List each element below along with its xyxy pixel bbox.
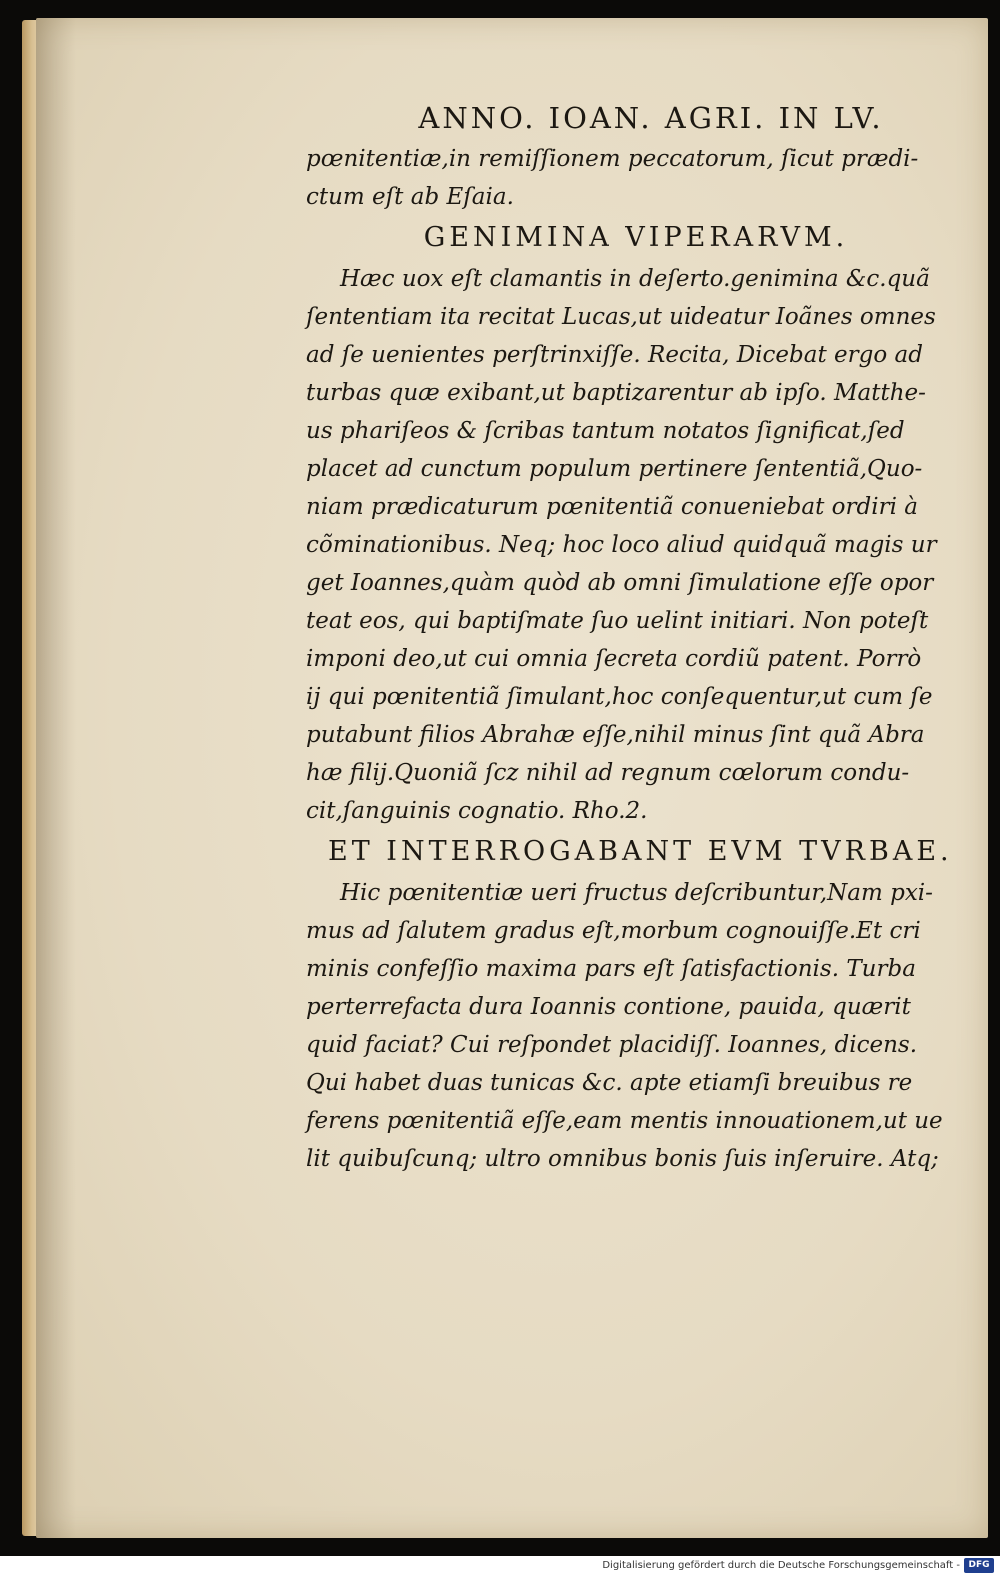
text-line: minis confeſſio maxima pars eſt ſatisfactionis. Turba xyxy=(306,956,916,982)
text-line: turbas quæ exibant,ut baptizarentur ab ipſo. Matthe- xyxy=(306,380,926,406)
dfg-logo: DFG xyxy=(964,1558,994,1573)
text-line: Hæc uox eſt clamantis in deſerto.genimina &c.quã xyxy=(340,266,930,292)
section-heading: GENIMINA VIPERARVM. xyxy=(423,222,849,253)
text-line: niam prædicaturum pœnitentiã conueniebat ordiri à xyxy=(306,494,918,520)
text-line: get Ioannes,quàm quòd ab omni ſimulatione eſſe opor xyxy=(306,570,934,596)
text-line: pœnitentiæ,in remiſſionem peccatorum, ſicut prædi- xyxy=(306,146,919,172)
text-line: lit quibuſcunq; ultro omnibus bonis ſuis inſeruire. Atq; xyxy=(306,1146,939,1172)
text-line: placet ad cunctum populum pertinere ſententiã,Quo- xyxy=(306,456,923,482)
gutter-shadow xyxy=(36,18,76,1538)
text-line: mus ad ſalutem gradus eſt,morbum cognouiſſe.Et cri xyxy=(306,918,921,944)
text-line: us phariſeos & ſcribas tantum notatos ſignificat,ſed xyxy=(306,418,905,444)
text-line: ij qui pœnitentiã ſimulant,hoc conſequentur,ut cum ſe xyxy=(306,684,933,710)
page-text xyxy=(306,96,966,1178)
text-line: ad ſe uenientes perſtrinxiſſe. Recita, Dicebat ergo ad xyxy=(306,342,923,368)
text-line: ctum eſt ab Eſaia. xyxy=(306,184,514,210)
text-line: quid faciat? Cui reſpondet placidiſſ. Ioannes, dicens. xyxy=(306,1032,918,1058)
text-line: ſententiam ita recitat Lucas,ut uideatur Ioãnes omnes xyxy=(306,304,936,330)
text-line: cit,ſanguinis cognatio. Rho.2. xyxy=(306,798,648,824)
section-heading: ET INTERROGABANT EVM TVRBAE. xyxy=(328,836,953,867)
running-head: ANNO. IOAN. AGRI. IN LV. xyxy=(418,101,884,135)
text-line: perterrefacta dura Ioannis contione, pauida, quærit xyxy=(306,994,911,1020)
digitization-footer xyxy=(0,1556,1000,1576)
text-line: imponi deo,ut cui omnia ſecreta cordiũ patent. Porrò xyxy=(306,646,922,672)
text-line: cõminationibus. Neq; hoc loco aliud quidquã magis ur xyxy=(306,532,937,558)
text-line: teat eos, qui baptiſmate ſuo uelint initiari. Non poteſt xyxy=(306,608,929,634)
text-line: Qui habet duas tunicas &c. apte etiamſi breuibus re xyxy=(306,1070,913,1096)
text-line: putabunt filios Abrahæ eſſe,nihil minus ſint quã Abra xyxy=(306,722,925,748)
text-line: ferens pœnitentiã eſſe,eam mentis innouationem,ut ue xyxy=(306,1108,943,1134)
text-line: Hic pœnitentiæ ueri fructus deſcribuntur,Nam pxi- xyxy=(340,880,933,906)
funding-credit: Digitalisierung gefördert durch die Deutsche Forschungsgemeinschaft - xyxy=(602,1560,960,1571)
text-line: hæ filij.Quoniã ſcz nihil ad regnum cœlorum condu- xyxy=(306,760,910,786)
